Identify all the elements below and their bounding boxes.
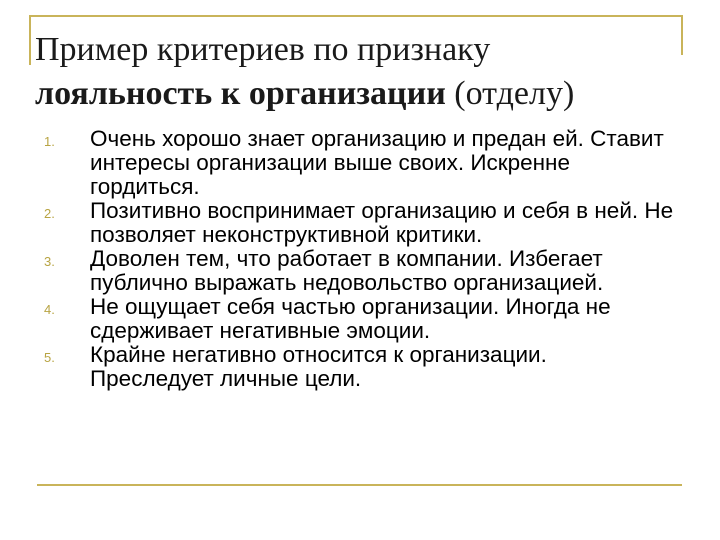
list-item-number: 2. [44,206,55,221]
list-item [44,295,674,343]
frame-bottom-line [37,484,682,486]
list-item [44,247,674,295]
list-item-number: 5. [44,350,55,365]
list-item-number: 1. [44,134,55,149]
list-item-text: Очень хорошо знает организацию и предан ей. Ставит интересы организации выше своих. Искренне гордиться. [90,126,664,199]
list-item [44,343,674,391]
slide-title [35,28,685,116]
title-rest-part: (отделу) [445,75,575,112]
list-item-text: Позитивно воспринимает организацию и себя в ней. Не позволяет неконструктивной критики. [90,198,674,247]
list-item [44,127,674,199]
list-item-text: Не ощущает себя частью организации. Иногда не сдерживает негативные эмоции. [90,294,611,343]
title-line-1: Пример критериев по признаку [35,31,491,68]
criteria-list [44,127,674,391]
frame-top-line [29,15,682,17]
list-item-text: Доволен тем, что работает в компании. Избегает публично выражать недовольство организацией. [90,246,604,295]
list-item-text: Крайне негативно относится к организации. Преследует личные цели. [90,342,547,391]
title-bold-part: лояльность к организации [35,75,446,112]
list-item-number: 3. [44,254,55,269]
frame-left-line [29,15,31,65]
list-item-number: 4. [44,302,55,317]
list-item [44,199,674,247]
